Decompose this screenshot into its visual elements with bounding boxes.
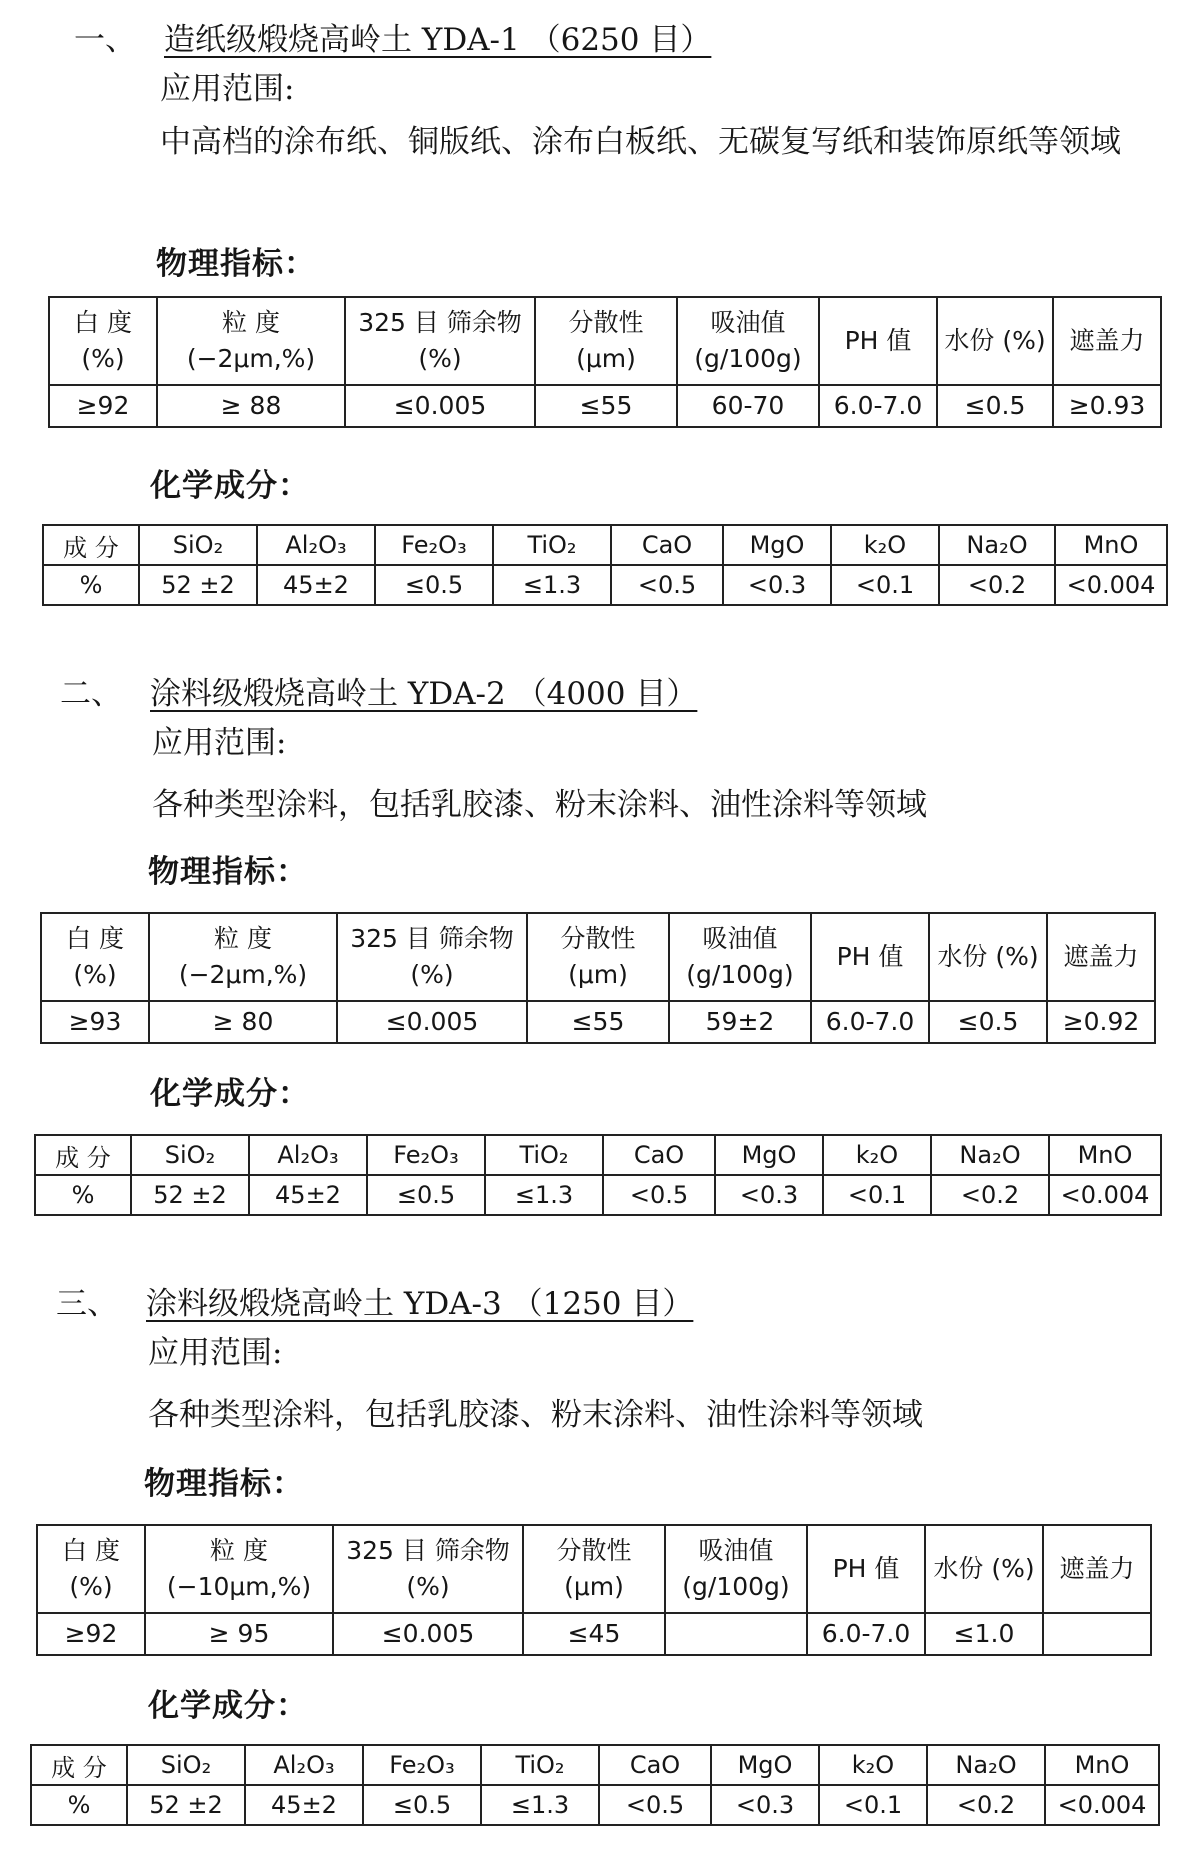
header-cell: 吸油值 (g/100g)	[677, 297, 819, 385]
product-name: 涂料级煅烧高岭土 YDA-3 （1250 目）	[146, 1286, 694, 1322]
table-header-row	[43, 525, 1167, 565]
value-cell: <0.004	[1055, 565, 1167, 605]
header-cell: 分散性 (μm)	[527, 913, 669, 1001]
application-label: 应用范围:	[152, 725, 287, 761]
header-cell: Fe₂O₃	[375, 525, 493, 565]
value-cell: 45±2	[257, 565, 375, 605]
header-cell: 成 分	[35, 1135, 131, 1175]
value-cell: <0.3	[723, 565, 831, 605]
table-row	[35, 1175, 1161, 1215]
header-cell: 吸油值 (g/100g)	[665, 1525, 807, 1613]
chemical-composition-table	[42, 524, 1168, 606]
value-cell: ≤0.5	[375, 565, 493, 605]
chemical-composition-table	[34, 1134, 1162, 1216]
value-cell: ≤0.5	[929, 1001, 1047, 1043]
physical-index-table	[36, 1524, 1152, 1656]
header-cell: SiO₂	[131, 1135, 249, 1175]
header-cell: 水份 (%)	[925, 1525, 1043, 1613]
value-cell: ≥ 95	[145, 1613, 333, 1655]
header-cell: 白 度 (%)	[49, 297, 157, 385]
header-cell: 白 度 (%)	[41, 913, 149, 1001]
value-cell: <0.004	[1049, 1175, 1161, 1215]
value-cell: ≤1.3	[481, 1785, 599, 1825]
application-text: 中高档的涂布纸、铜版纸、涂布白板纸、无碳复写纸和装饰原纸等领域	[160, 124, 1121, 160]
table-row	[31, 1785, 1159, 1825]
value-cell: <0.2	[927, 1785, 1045, 1825]
header-cell: MnO	[1049, 1135, 1161, 1175]
header-cell: TiO₂	[485, 1135, 603, 1175]
header-cell: CaO	[603, 1135, 715, 1175]
value-cell: ≤1.3	[485, 1175, 603, 1215]
table-header-row	[31, 1745, 1159, 1785]
header-cell: 325 目 筛余物(%)	[333, 1525, 523, 1613]
value-cell: <0.3	[711, 1785, 819, 1825]
table-row	[37, 1613, 1151, 1655]
value-cell: ≤55	[527, 1001, 669, 1043]
value-cell: 6.0-7.0	[811, 1001, 929, 1043]
header-cell: Fe₂O₃	[367, 1135, 485, 1175]
value-cell: ≥0.93	[1053, 385, 1161, 427]
header-cell: Na₂O	[939, 525, 1055, 565]
header-cell: 遮盖力	[1053, 297, 1161, 385]
header-cell: Fe₂O₃	[363, 1745, 481, 1785]
value-cell: 6.0-7.0	[819, 385, 937, 427]
value-cell: <0.2	[931, 1175, 1049, 1215]
physical-index-table	[40, 912, 1156, 1044]
header-cell: MnO	[1045, 1745, 1159, 1785]
value-cell: ≥ 80	[149, 1001, 337, 1043]
header-cell: MgO	[711, 1745, 819, 1785]
value-cell: 52 ±2	[139, 565, 257, 605]
header-cell: Al₂O₃	[249, 1135, 367, 1175]
value-cell: 45±2	[249, 1175, 367, 1215]
header-cell: 成 分	[31, 1745, 127, 1785]
value-cell: ≥93	[41, 1001, 149, 1043]
header-cell: 分散性 (μm)	[523, 1525, 665, 1613]
table-header-row	[37, 1525, 1151, 1613]
header-cell: SiO₂	[127, 1745, 245, 1785]
value-cell: ≥92	[37, 1613, 145, 1655]
value-cell: ≤1.3	[493, 565, 611, 605]
header-cell: Al₂O₃	[245, 1745, 363, 1785]
header-cell: 遮盖力	[1047, 913, 1155, 1001]
header-cell: CaO	[611, 525, 723, 565]
header-cell: k₂O	[819, 1745, 927, 1785]
header-cell: SiO₂	[139, 525, 257, 565]
value-cell: <0.1	[831, 565, 939, 605]
physical-index-table	[48, 296, 1162, 428]
section-number: 二、	[60, 676, 122, 712]
header-cell: PH 值	[819, 297, 937, 385]
product-heading	[56, 1286, 693, 1322]
value-cell: <0.5	[603, 1175, 715, 1215]
header-cell: 白 度 (%)	[37, 1525, 145, 1613]
header-cell: 325 目 筛余物(%)	[345, 297, 535, 385]
product-name: 涂料级煅烧高岭土 YDA-2 （4000 目）	[150, 676, 698, 712]
chemical-composition-table	[30, 1744, 1160, 1826]
application-text: 各种类型涂料，包括乳胶漆、粉末涂料、油性涂料等领域	[152, 787, 927, 823]
value-cell: <0.004	[1045, 1785, 1159, 1825]
header-cell: MnO	[1055, 525, 1167, 565]
header-cell: Na₂O	[927, 1745, 1045, 1785]
table-row	[49, 385, 1161, 427]
header-cell: PH 值	[811, 913, 929, 1001]
section-number: 一、	[74, 22, 136, 58]
value-cell: 52 ±2	[131, 1175, 249, 1215]
header-cell: MgO	[723, 525, 831, 565]
table-header-row	[41, 913, 1155, 1001]
product-name: 造纸级煅烧高岭土 YDA-1 （6250 目）	[164, 22, 712, 58]
value-cell: ≥ 88	[157, 385, 345, 427]
value-cell: <0.5	[611, 565, 723, 605]
value-cell: 6.0-7.0	[807, 1613, 925, 1655]
value-cell: <0.5	[599, 1785, 711, 1825]
header-cell: TiO₂	[493, 525, 611, 565]
table-header-row	[35, 1135, 1161, 1175]
value-cell: 45±2	[245, 1785, 363, 1825]
value-cell: ≤55	[535, 385, 677, 427]
header-cell: k₂O	[831, 525, 939, 565]
header-cell: 分散性 (μm)	[535, 297, 677, 385]
product-heading	[60, 676, 697, 712]
product-heading	[74, 22, 711, 58]
header-cell: Na₂O	[931, 1135, 1049, 1175]
value-cell: %	[31, 1785, 127, 1825]
header-cell: 粒 度 (−2μm,%)	[157, 297, 345, 385]
physical-index-label: 物理指标：	[144, 1466, 304, 1502]
value-cell: ≤0.5	[937, 385, 1053, 427]
header-cell: 水份 (%)	[937, 297, 1053, 385]
value-cell	[665, 1613, 807, 1655]
header-cell: PH 值	[807, 1525, 925, 1613]
value-cell: ≥0.92	[1047, 1001, 1155, 1043]
value-cell: ≤0.005	[345, 385, 535, 427]
header-cell: k₂O	[823, 1135, 931, 1175]
value-cell: <0.3	[715, 1175, 823, 1215]
table-row	[41, 1001, 1155, 1043]
header-cell: 成 分	[43, 525, 139, 565]
physical-index-label: 物理指标：	[148, 854, 308, 890]
value-cell: %	[35, 1175, 131, 1215]
physical-index-label: 物理指标：	[156, 246, 316, 282]
header-cell: 粒 度 (−10μm,%)	[145, 1525, 333, 1613]
value-cell: ≤1.0	[925, 1613, 1043, 1655]
chemical-composition-label: 化学成分：	[150, 468, 310, 504]
value-cell: <0.1	[823, 1175, 931, 1215]
value-cell: ≤0.5	[367, 1175, 485, 1215]
header-cell: 水份 (%)	[929, 913, 1047, 1001]
value-cell: ≤45	[523, 1613, 665, 1655]
header-cell: MgO	[715, 1135, 823, 1175]
header-cell: Al₂O₃	[257, 525, 375, 565]
header-cell: 325 目 筛余物(%)	[337, 913, 527, 1001]
header-cell: 粒 度 (−2μm,%)	[149, 913, 337, 1001]
value-cell: ≥92	[49, 385, 157, 427]
chemical-composition-label: 化学成分：	[148, 1688, 308, 1724]
application-label: 应用范围:	[148, 1335, 283, 1371]
application-text: 各种类型涂料，包括乳胶漆、粉末涂料、油性涂料等领域	[148, 1397, 923, 1433]
header-cell: TiO₂	[481, 1745, 599, 1785]
value-cell: <0.2	[939, 565, 1055, 605]
section-number: 三、	[56, 1286, 118, 1322]
application-label: 应用范围:	[160, 71, 295, 107]
value-cell: %	[43, 565, 139, 605]
header-cell: 吸油值 (g/100g)	[669, 913, 811, 1001]
value-cell: ≤0.005	[333, 1613, 523, 1655]
chemical-composition-label: 化学成分：	[150, 1076, 310, 1112]
header-cell: CaO	[599, 1745, 711, 1785]
value-cell: 59±2	[669, 1001, 811, 1043]
table-header-row	[49, 297, 1161, 385]
value-cell: 60-70	[677, 385, 819, 427]
value-cell	[1043, 1613, 1151, 1655]
value-cell: ≤0.5	[363, 1785, 481, 1825]
table-row	[43, 565, 1167, 605]
header-cell: 遮盖力	[1043, 1525, 1151, 1613]
value-cell: 52 ±2	[127, 1785, 245, 1825]
value-cell: ≤0.005	[337, 1001, 527, 1043]
value-cell: <0.1	[819, 1785, 927, 1825]
